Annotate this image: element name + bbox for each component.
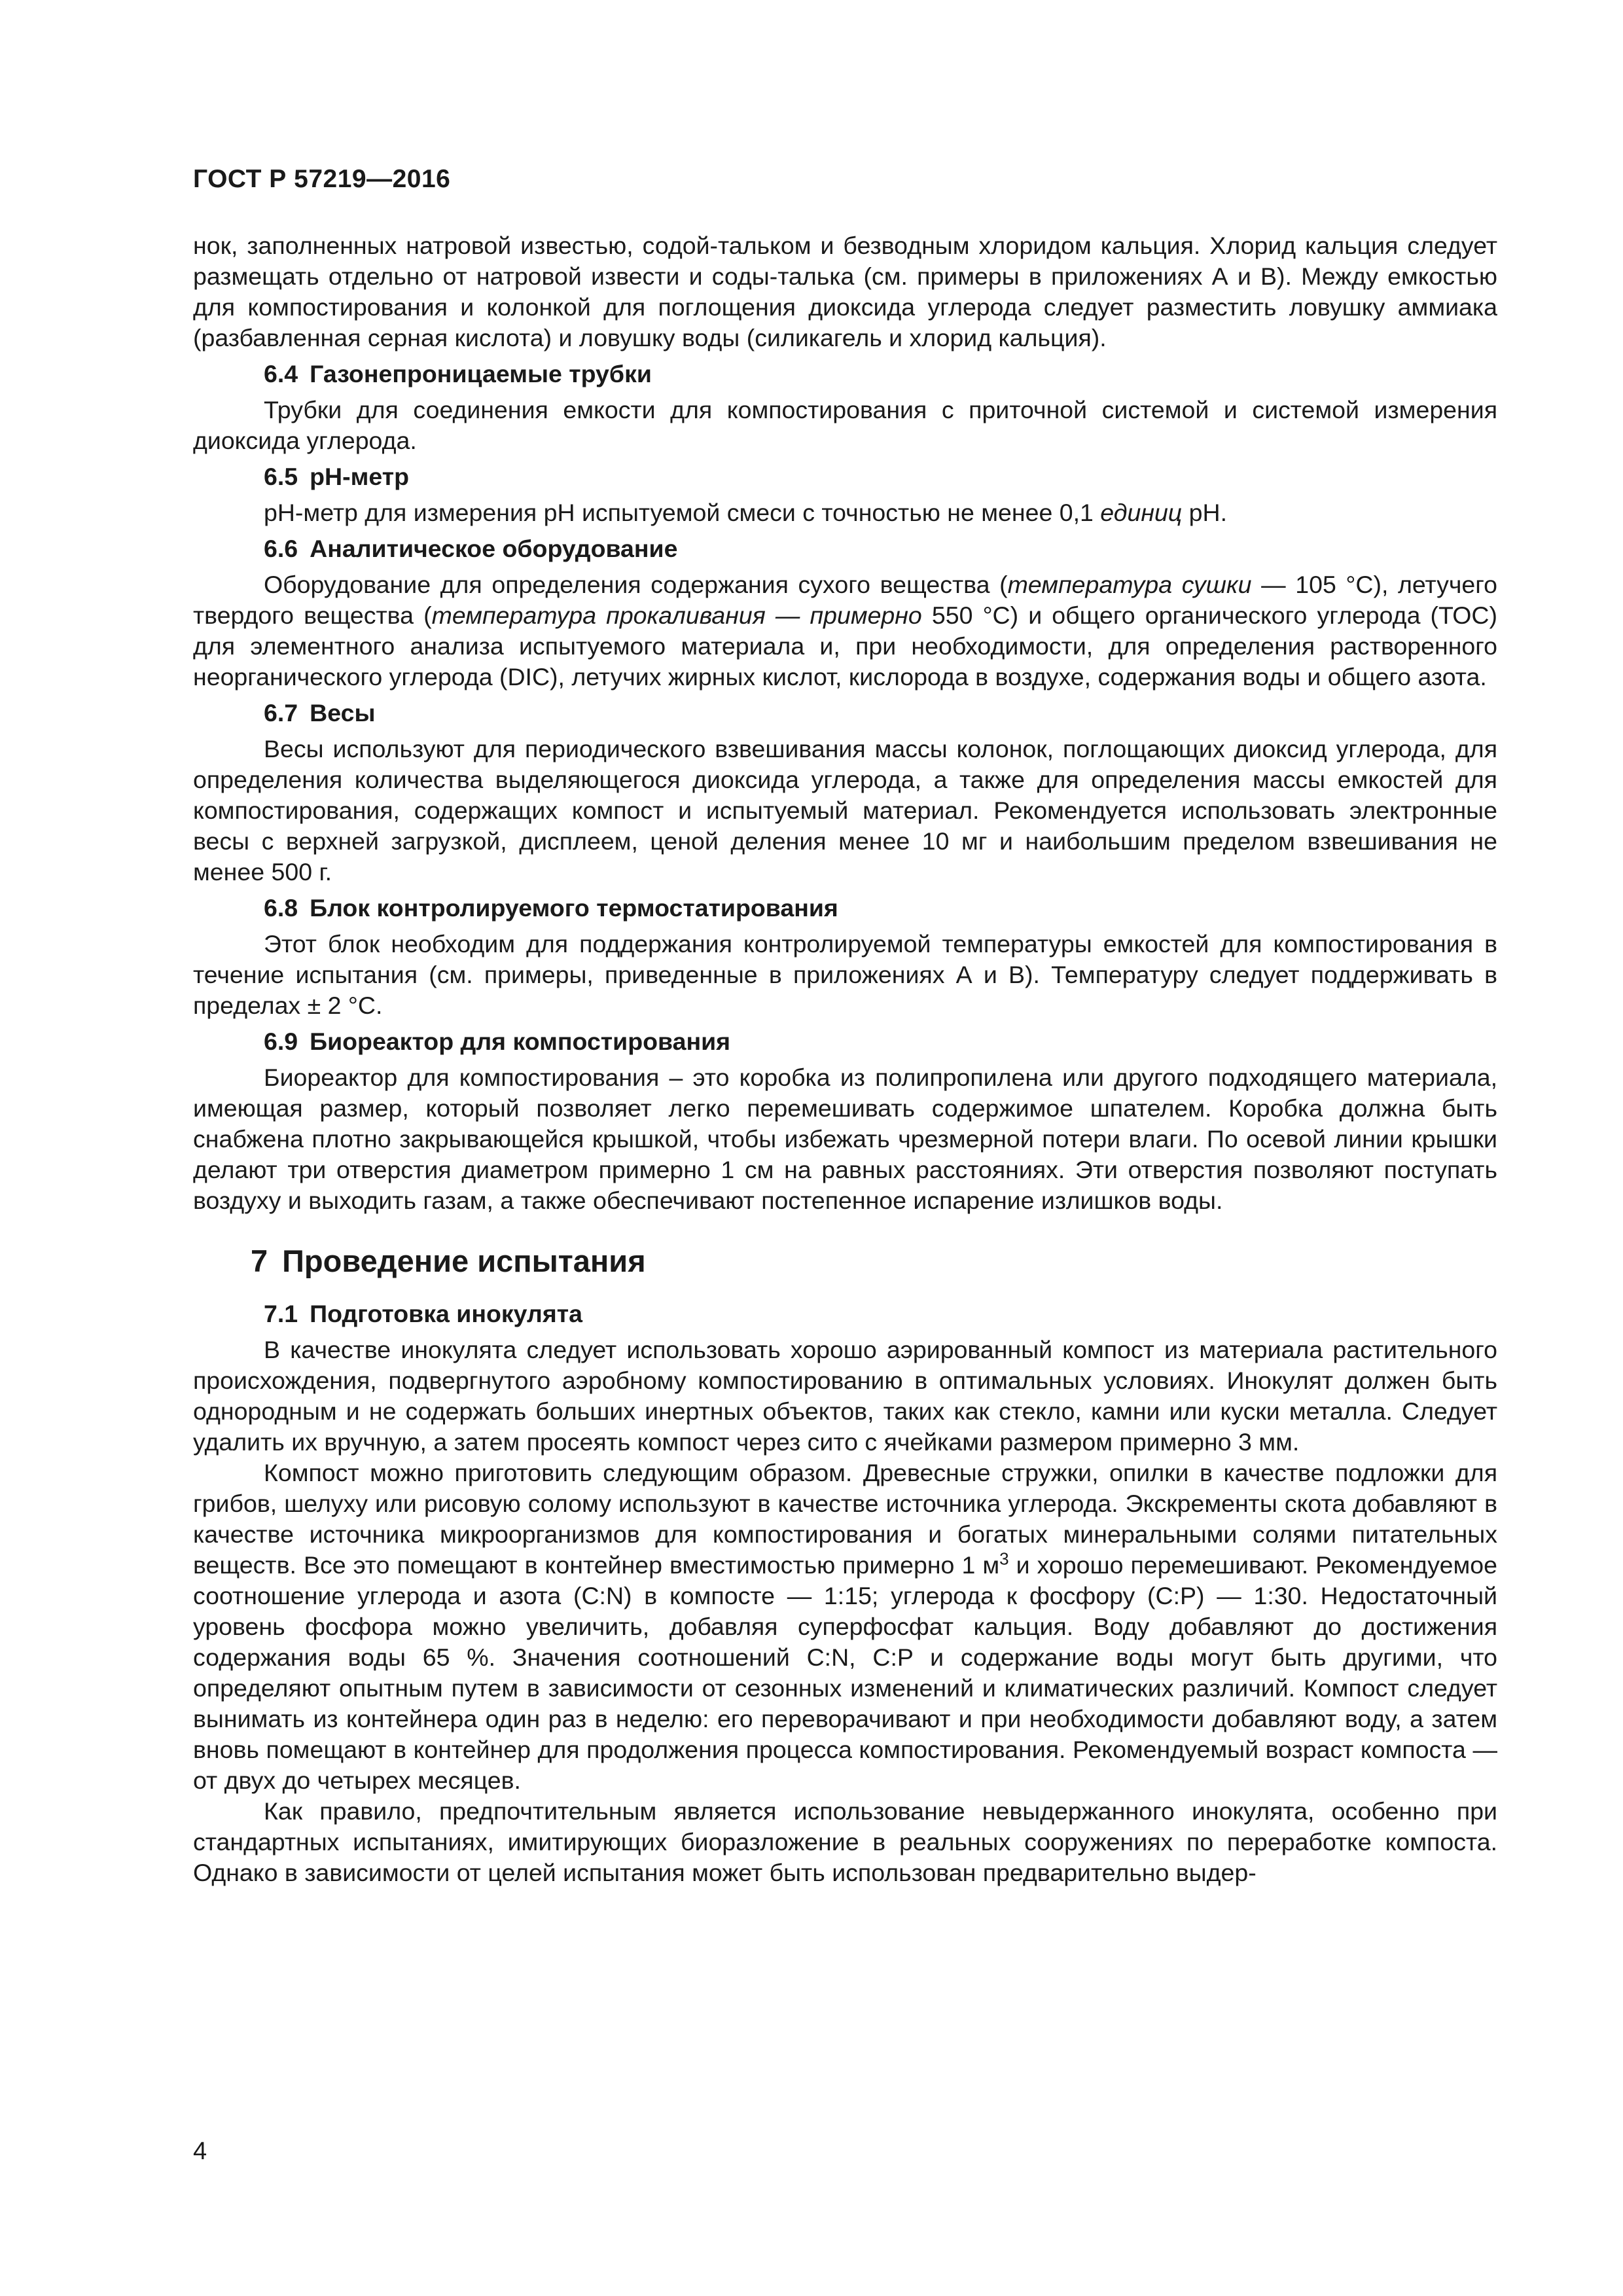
page-number: 4 (193, 2138, 207, 2165)
section-heading-6-4 (264, 359, 1497, 389)
section-text-6-6: Оборудование для определения содержания сухого вещества (температура сушки — 105 °С), летучего твердого вещества (температура прокаливания — примерно 550 °С) и общего органического углерода (ТОС) для элементного анализа испытуемого материала и, при необходимости, для определения растворенного неорганического углерода (DIC), летучих жирных кислот, кислорода в воздухе, содержания воды и общего азота. (193, 571, 1497, 691)
section-heading-6-9 (264, 1026, 1497, 1057)
section-title: Блок контролируемого термостатирования (310, 894, 838, 922)
section-title: Подготовка инокулята (310, 1300, 582, 1327)
section-heading-6-7 (264, 698, 1497, 728)
section-title: Весы (310, 699, 376, 726)
section-heading-6-6 (264, 533, 1497, 564)
section-text-6-5: pH-метр для измерения pH испытуемой смеси с точностью не менее 0,1 единиц pH. (264, 499, 1228, 526)
section-number: 6.7 (264, 699, 298, 726)
section-heading-6-5 (264, 461, 1497, 492)
section-heading-7 (251, 1242, 1497, 1280)
document-body (193, 230, 1497, 1888)
section-title: pH-метр (310, 463, 409, 490)
section-text-6-9: Биореактор для компостирования – это коробка из полипропилена или другого подходящего материала, имеющая размер, который позволяет легко перемешивать содержимое шпателем. Коробка должна быть снабжена плотно закрывающейся крышкой, чтобы избежать чрезмерной потери влаги. По осевой линии крышки делают три отверстия диаметром примерно 1 см на равных расстояниях. Эти отверстия позволяют поступать воздуху и выходить газам, а также обеспечивают постепенное испарение излишков воды. (193, 1064, 1497, 1214)
section-title: Газонепроницаемые трубки (310, 360, 652, 387)
intro-paragraph: нок, заполненных натровой известью, содой-тальком и безводным хлоридом кальция. Хлорид кальция следует размещать отдельно от натровой извести и соды-талька (см. примеры в приложениях А и В). Между емкостью для компостирования и колонкой для поглощения диоксида углерода следует разместить ловушку аммиака (разбавленная серная кислота) и ловушку воды (силикагель и хлорид кальция). (193, 232, 1497, 351)
section-title: Проведение испытания (282, 1244, 646, 1278)
section-number: 6.4 (264, 360, 298, 387)
section-number: 7.1 (264, 1300, 298, 1327)
section-text-7-1-p2: Компост можно приготовить следующим образом. Древесные стружки, опилки в качестве подложки для грибов, шелуху или рисовую солому используют в качестве источника углерода. Экскременты скота добавляют в качестве источника микроорганизмов для компостирования и богатых минеральными солями питательных веществ. Все это помещают в контейнер вместимостью примерно 1 $м^3$ и хорошо перемешивают. Рекомендуемое соотношение углерода и азота (C:N) в компосте — 1:15; углерода к фосфору (C:P) — 1:30. Недостаточный уровень фосфора можно увеличить, добавляя суперфосфат кальция. Воду добавляют до достижения содержания воды 65 %. Значения соотношений C:N, C:P и содержание воды могут быть другими, что определяют опытным путем в зависимости от сезонных изменений и климатических различий. Компост следует вынимать из контейнера один раз в неделю: его переворачивают и при необходимости добавляют воду, а затем вновь помещают в контейнер для продолжения процесса компостирования. Рекомендуемый возраст компоста — от двух до четырех месяцев. (193, 1459, 1497, 1794)
section-text-6-7: Весы используют для периодического взвешивания массы колонок, поглощающих диоксид углерода, для определения количества выделяющегося диоксида углерода, а также для определения массы емкостей для компостирования, содержащих компост и испытуемый материал. Рекомендуется использовать электронные весы с верхней загрузкой, дисплеем, ценой деления менее 10 мг и наибольшим пределом взвешивания не менее 500 г. (193, 735, 1497, 886)
section-title: Аналитическое оборудование (310, 535, 678, 562)
section-heading-7-1 (264, 1299, 1497, 1329)
section-heading-6-8 (264, 893, 1497, 924)
section-text-7-1-p3: Как правило, предпочтительным является использование невыдержанного инокулята, особенно при стандартных испытаниях, имитирующих биоразложение в реальных сооружениях по переработке компоста. Однако в зависимости от целей испытания может быть использован предварительно выдер- (193, 1797, 1497, 1886)
section-text-6-8: Этот блок необходим для поддержания контролируемой температуры емкостей для компостирования в течение испытания (см. примеры, приведенные в приложениях А и В). Температуру следует поддерживать в пределах ± 2 °С. (193, 930, 1497, 1019)
section-number: 7 (251, 1244, 268, 1278)
section-text-6-4: Трубки для соединения емкости для компостирования с приточной системой и системой измерения диоксида углерода. (193, 396, 1497, 454)
section-text-7-1-p1: В качестве инокулята следует использовать хорошо аэрированный компост из материала растительного происхождения, подвергнутого аэробному компостированию в оптимальных условиях. Инокулят должен быть однородным и не содержать больших инертных объектов, таких как стекло, камни или куски металла. Следует удалить их вручную, а затем просеять компост через сито с ячейками размером примерно 3 мм. (193, 1336, 1497, 1456)
section-title: Биореактор для компостирования (310, 1028, 731, 1055)
section-number: 6.8 (264, 894, 298, 922)
standard-id-header: ГОСТ Р 57219—2016 (193, 165, 451, 193)
section-number: 6.9 (264, 1028, 298, 1055)
section-number: 6.5 (264, 463, 298, 490)
section-number: 6.6 (264, 535, 298, 562)
